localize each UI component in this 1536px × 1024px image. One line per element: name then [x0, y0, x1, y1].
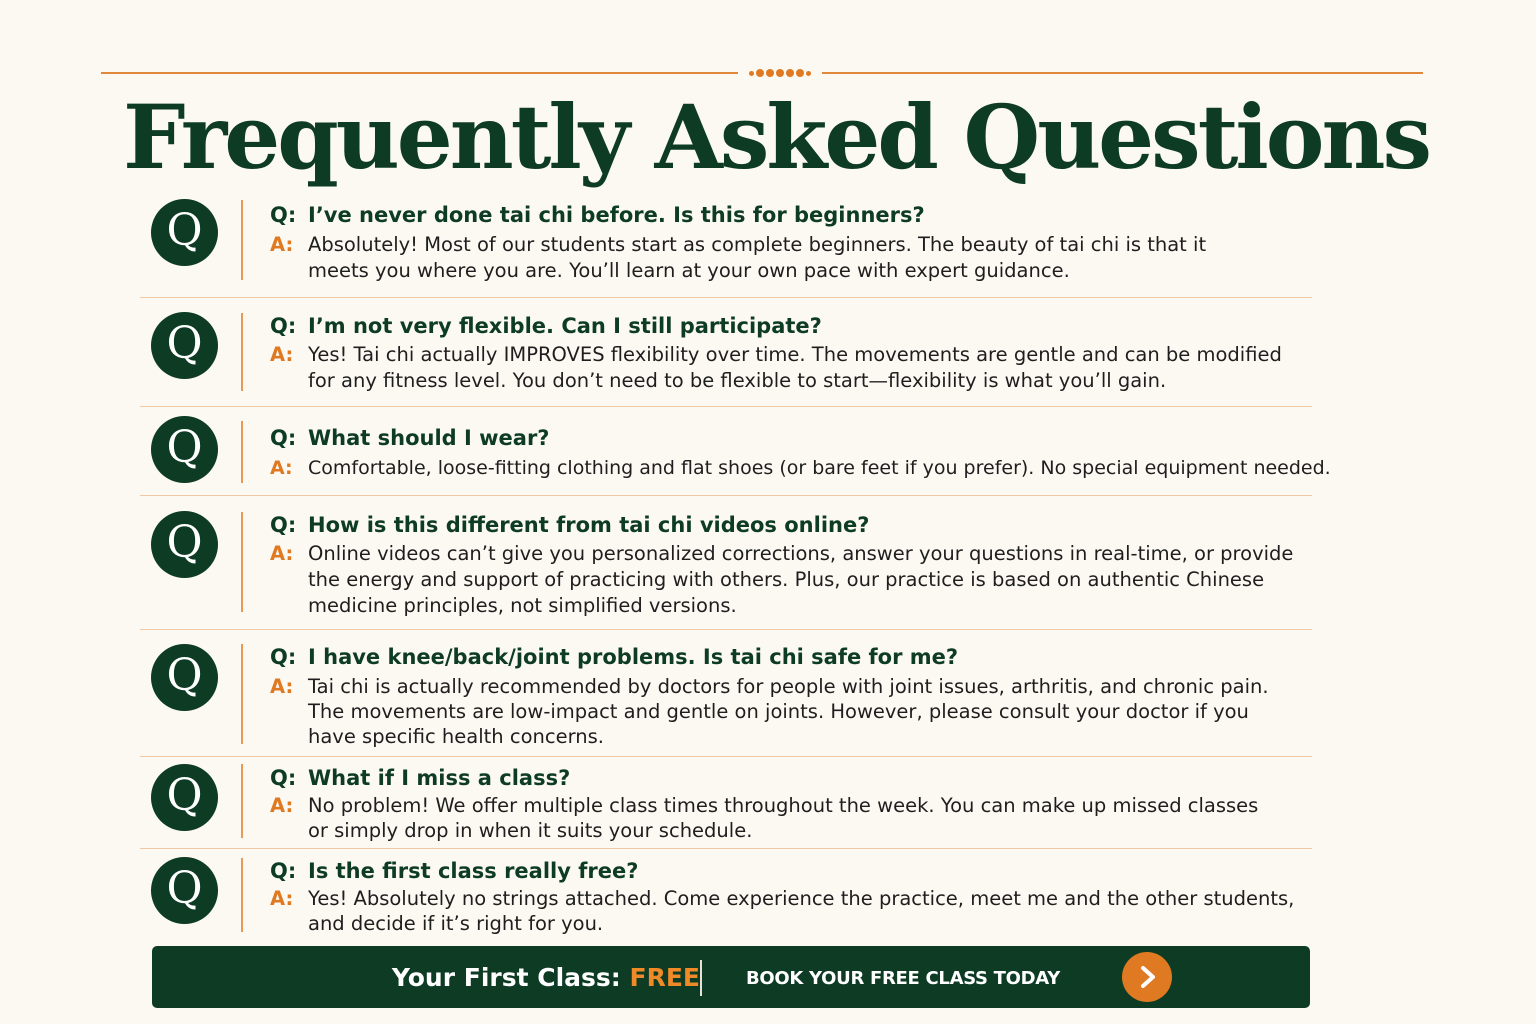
- question-prefix: Q:: [270, 314, 297, 338]
- cta-offer-value: FREE: [629, 963, 700, 992]
- faq-answer: [270, 793, 1270, 843]
- faq-answer: [270, 455, 1330, 481]
- q-badge-icon: Q: [151, 511, 218, 578]
- question-prefix: Q:: [270, 859, 297, 883]
- faq-question: [270, 512, 1332, 538]
- cta-bar: [152, 946, 1310, 1008]
- question-text: I’ve never done tai chi before. Is this for beginners?: [308, 203, 925, 227]
- question-prefix: Q:: [270, 203, 297, 227]
- answer-text: Online videos can’t give you personalized corrections, answer your questions in real-time, or provide the energy and support of practicing with others. Plus, our practice is based on authentic Chinese medicine principles, not simplified versions.: [308, 542, 1294, 617]
- q-badge-icon: Q: [151, 416, 218, 483]
- answer-prefix: A:: [270, 542, 294, 565]
- faq-item: [140, 496, 1312, 630]
- faq-item: [140, 849, 1312, 941]
- answer-text: Absolutely! Most of our students start as complete beginners. The beauty of tai chi is that it meets you where you are. You’ll learn at your own pace with expert guidance.: [308, 233, 1207, 282]
- answer-prefix: A:: [270, 675, 294, 698]
- faq-answer: [270, 342, 1290, 394]
- faq-question: [270, 202, 1332, 228]
- q-badge-icon: Q: [151, 857, 218, 924]
- question-text: What should I wear?: [308, 426, 550, 450]
- question-prefix: Q:: [270, 645, 297, 669]
- q-badge-icon: Q: [151, 644, 218, 711]
- faq-answer: [270, 674, 1300, 749]
- vertical-divider: [241, 644, 243, 744]
- answer-text: Yes! Tai chi actually IMPROVES flexibility over time. The movements are gentle and can be modified for any fitness level. You don’t need to be flexible to start—flexibility is what you’ll gain.: [308, 343, 1282, 392]
- question-text: What if I miss a class?: [308, 766, 571, 790]
- cta-offer-label: Your First Class:: [391, 963, 621, 992]
- faq-question: [270, 644, 1332, 670]
- faq-item: [140, 630, 1312, 757]
- cta-divider: [700, 960, 702, 996]
- vertical-divider: [241, 858, 243, 932]
- answer-prefix: A:: [270, 887, 294, 910]
- answer-prefix: A:: [270, 343, 294, 366]
- q-badge-icon: Q: [151, 312, 218, 379]
- faq-answer: [270, 541, 1300, 619]
- faq-item: [140, 757, 1312, 849]
- book-class-link[interactable]: BOOK YOUR FREE CLASS TODAY: [746, 968, 1060, 989]
- vertical-divider: [241, 512, 243, 612]
- page-title: Frequently Asked Questions: [122, 85, 1430, 189]
- vertical-divider: [241, 200, 243, 280]
- answer-prefix: A:: [270, 457, 293, 479]
- divider-ornament: [738, 68, 822, 78]
- answer-text: Comfortable, loose-fitting clothing and flat shoes (or bare feet if you prefer). No special equipment needed.: [308, 457, 1331, 479]
- faq-question: [270, 765, 1332, 791]
- question-text: I have knee/back/joint problems. Is tai chi safe for me?: [308, 645, 959, 669]
- q-badge-icon: Q: [151, 764, 218, 831]
- chevron-right-icon[interactable]: [1122, 952, 1172, 1002]
- answer-prefix: A:: [270, 794, 294, 817]
- vertical-divider: [241, 313, 243, 391]
- answer-text: Tai chi is actually recommended by doctors for people with joint issues, arthritis, and chronic pain. The movements are low-impact and gentle on joints. However, please consult your doctor if you have specific health concerns.: [308, 675, 1269, 748]
- q-badge-icon: Q: [151, 199, 218, 266]
- faq-item: [140, 407, 1331, 496]
- question-prefix: Q:: [270, 426, 297, 450]
- answer-prefix: A:: [270, 233, 294, 256]
- question-text: How is this different from tai chi videos online?: [308, 513, 870, 537]
- faq-answer: [270, 232, 1270, 284]
- answer-text: Yes! Absolutely no strings attached. Come experience the practice, meet me and the other students, and decide if it’s right for you.: [308, 887, 1295, 935]
- question-prefix: Q:: [270, 766, 297, 790]
- faq-item: [140, 298, 1312, 407]
- faq-question: [270, 425, 1332, 451]
- vertical-divider: [241, 421, 243, 483]
- faq-question: [270, 313, 1332, 339]
- faq-answer: [270, 886, 1310, 936]
- vertical-divider: [241, 764, 243, 838]
- question-prefix: Q:: [270, 513, 297, 537]
- answer-text: No problem! We offer multiple class times throughout the week. You can make up missed classes or simply drop in when it suits your schedule.: [308, 794, 1259, 842]
- question-text: I’m not very flexible. Can I still participate?: [308, 314, 822, 338]
- question-text: Is the first class really free?: [308, 859, 639, 883]
- faq-item: [140, 197, 1312, 298]
- cta-offer: [152, 946, 700, 1008]
- faq-question: [270, 858, 1332, 884]
